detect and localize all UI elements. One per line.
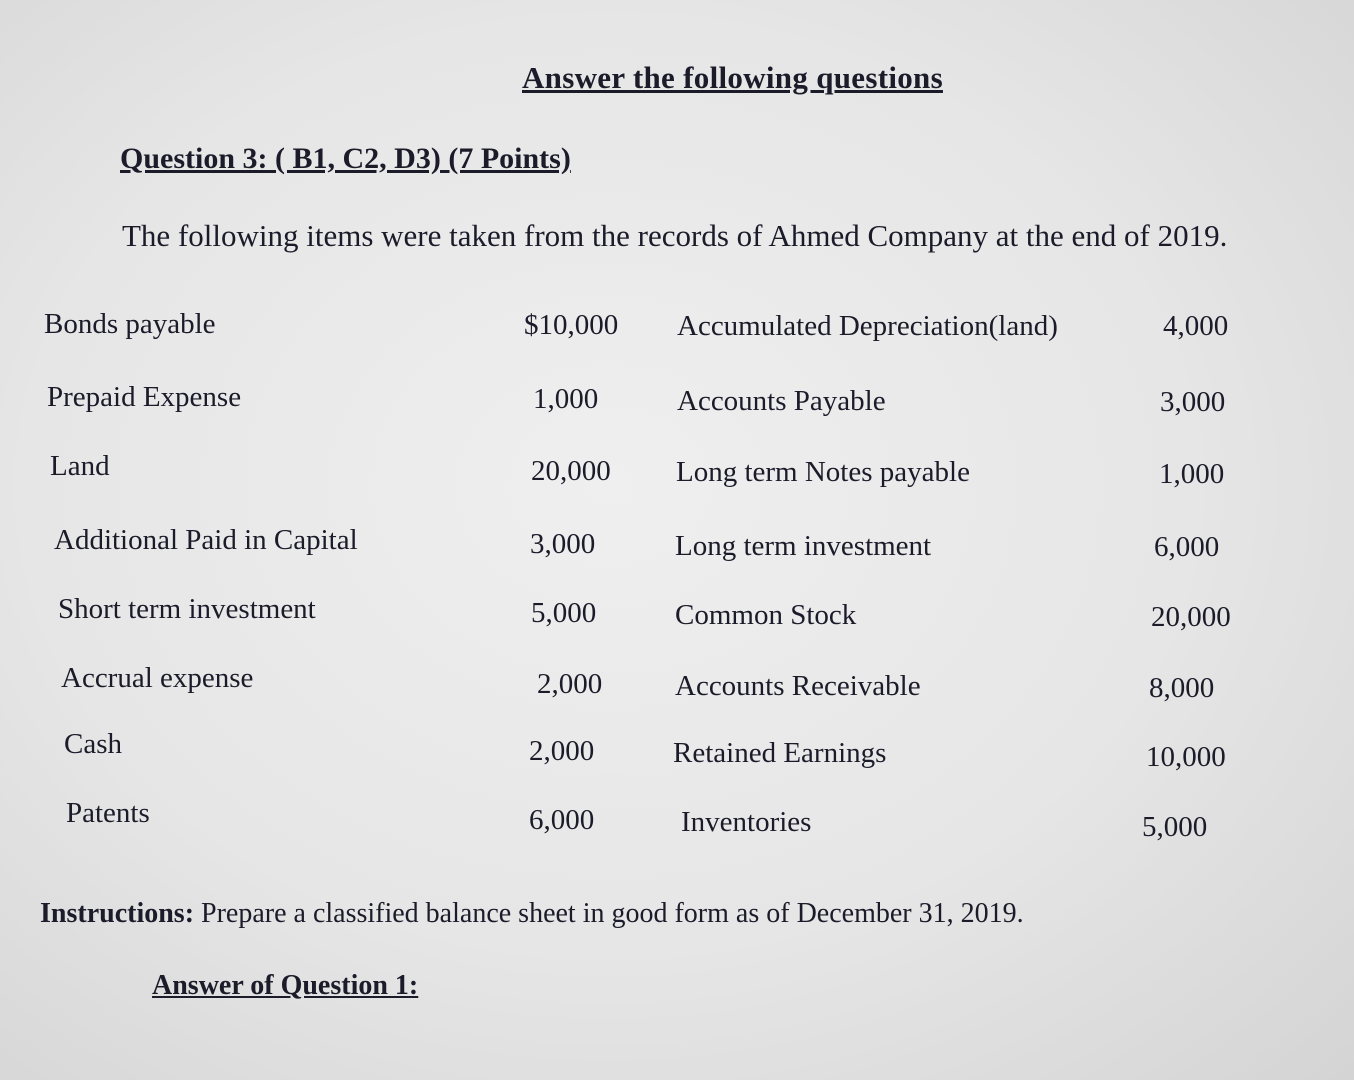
left-item-amount: $10,000 [524,309,619,341]
right-item-label: Long term Notes payable [676,456,970,488]
right-item-label: Long term investment [675,530,932,562]
right-item-amount: 3,000 [1160,386,1226,418]
left-item-amount: 3,000 [530,528,596,560]
left-item-amount: 2,000 [529,735,595,767]
left-item-label: Cash [64,728,122,760]
instructions-text: Prepare a classified balance sheet in good form as of December 31, 2019. [194,898,1024,929]
question-title: Question 3: ( B1, C2, D3) (7 Points) [120,142,571,175]
intro-text: The following items were taken from the records of Ahmed Company at the end of 2019. [122,218,1228,253]
instructions-label: Instructions: [40,898,195,929]
left-item-label: Patents [66,797,150,829]
right-item-label: Accounts Receivable [675,670,921,702]
right-item-amount: 20,000 [1151,601,1231,633]
left-item-amount: 6,000 [529,804,595,836]
right-item-label: Accumulated Depreciation(land) [677,310,1058,342]
right-item-amount: 8,000 [1149,672,1215,704]
left-item-amount: 20,000 [531,455,611,487]
left-item-label: Land [50,450,110,482]
right-item-label: Retained Earnings [673,737,887,769]
right-item-amount: 10,000 [1146,741,1226,773]
right-item-label: Common Stock [675,599,857,631]
page-heading: Answer the following questions [522,60,943,95]
right-item-label: Accounts Payable [677,385,886,417]
left-item-amount: 5,000 [531,597,597,629]
answer-title: Answer of Question 1: [152,970,419,1001]
right-item-amount: 4,000 [1163,310,1229,342]
right-item-amount: 1,000 [1159,458,1225,490]
left-item-label: Additional Paid in Capital [54,524,358,556]
instructions [40,898,1024,930]
left-item-amount: 2,000 [537,668,603,700]
right-item-amount: 6,000 [1154,531,1220,563]
left-item-amount: 1,000 [533,383,599,415]
left-item-label: Prepaid Expense [47,381,242,413]
left-item-label: Short term investment [58,593,316,625]
left-item-label: Bonds payable [44,308,216,340]
left-item-label: Accrual expense [61,662,254,694]
right-item-label: Inventories [681,806,812,838]
right-item-amount: 5,000 [1142,811,1208,843]
